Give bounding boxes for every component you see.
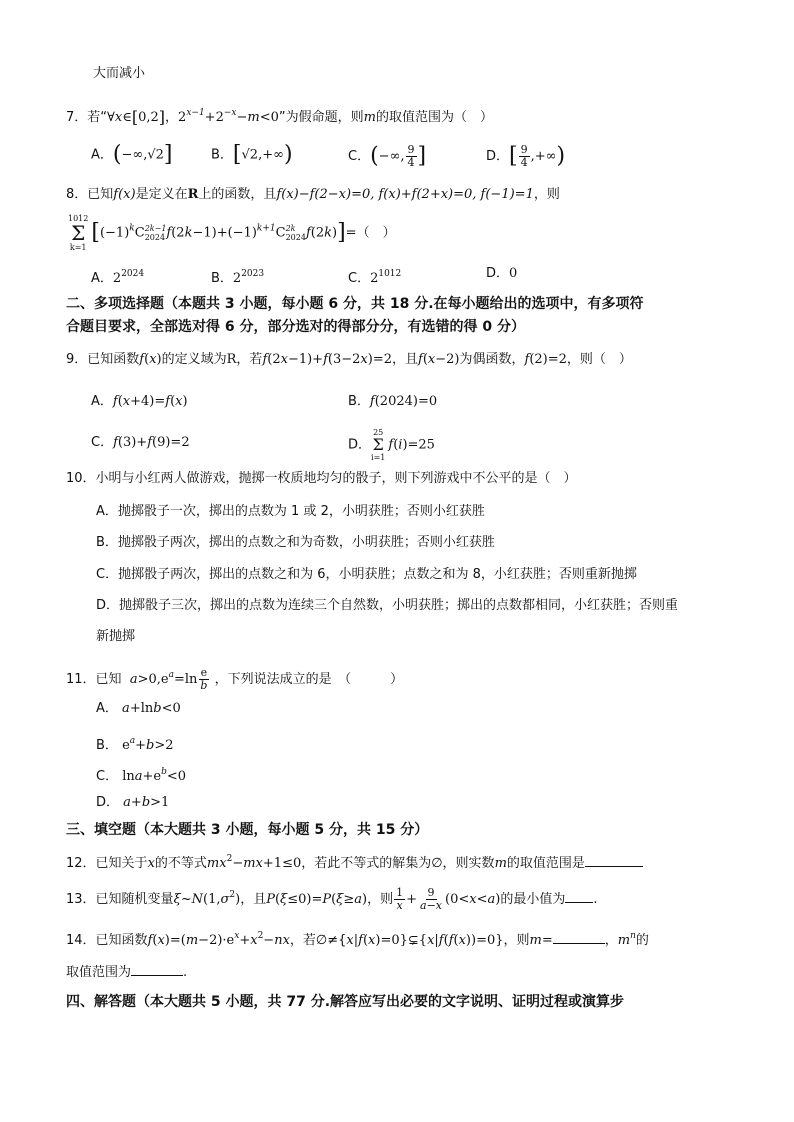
text-fragment: 大而减小 — [93, 66, 146, 81]
q7-options — [91, 142, 591, 168]
section-4-title: 四、解答题（本大题共 5 小题，共 77 分.解答应写出必要的文字说明、证明过程或演算步 — [66, 994, 625, 1010]
option-a[interactable]: A． a+lnb<0 — [96, 701, 181, 716]
option-a[interactable]: A．f(x+4)=f(x) — [91, 394, 188, 409]
math-quantifier: ∀x — [107, 110, 123, 125]
q8-options — [91, 265, 591, 285]
option-d-continued: 新抛掷 — [96, 629, 136, 644]
option-d[interactable]: D．[ $\frac{9}{4}$ ,+∞) — [486, 143, 566, 169]
answer-blank-range[interactable] — [131, 963, 183, 976]
condition-formula: f(x)−f(2−x)=0, f(x)+f(2+x)=0, f(−1)=1 — [276, 187, 534, 202]
option-d[interactable]: D． a+b>1 — [96, 795, 170, 810]
section-3-title: 三、填空题（本大题共 3 小题，每小题 5 分，共 15 分） — [66, 822, 429, 838]
question-stem: 的取值范围为（ ） — [375, 110, 493, 125]
answer-blank[interactable] — [585, 854, 643, 867]
question-11: 11．已知 $a>0,e^a=\ln$ $\frac{e}{b}$ ，下列说法成立的是 （ ） — [66, 666, 404, 692]
option-a[interactable]: A．抛掷骰子一次，掷出的点数为 1 或 2，小明获胜；否则小红获胜 — [96, 504, 485, 519]
question-number: 11． — [66, 672, 96, 687]
question-stem: ”为假命题，则 — [278, 110, 364, 125]
option-d[interactable]: D．抛掷骰子三次，掷出的点数为连续三个自然数，小明获胜；掷出的点数都相同，小红获胜；否则重 — [96, 598, 679, 613]
option-d[interactable]: D． 25 Σ i=1 f(i)=25 — [348, 428, 435, 462]
option-b[interactable]: B．f(2024)=0 — [348, 394, 438, 409]
option-c[interactable]: C．抛掷骰子两次，掷出的点数之和为 6，小明获胜；点数之和为 8，小红获胜；否则重新抛掷 — [96, 567, 637, 582]
option-b[interactable]: B．抛掷骰子两次，掷出的点数之和为奇数，小明获胜；否则小红获胜 — [96, 535, 495, 550]
option-a[interactable]: A．$2^{2024}$ — [91, 269, 145, 286]
option-b[interactable]: B．[√2,+∞) — [211, 142, 293, 167]
question-14-cont: 取值范围为 . — [66, 965, 188, 980]
option-c[interactable]: C．f(3)+f(9)=2 — [91, 435, 190, 450]
question-number: 13． — [66, 892, 96, 907]
question-number: 8． — [66, 187, 88, 202]
variable: m — [363, 110, 376, 125]
option-d[interactable]: D．0 — [486, 266, 518, 281]
question-number: 10． — [66, 471, 96, 486]
option-c[interactable]: C．(−∞, $\frac{9}{4}$ ] — [348, 143, 427, 169]
question-10: 10．小明与小红两人做游戏，抛掷一枚质地均匀的骰子，则下列游戏中不公平的是（ ） — [66, 471, 577, 486]
question-12: 12．已知关于x的不等式$mx^2-mx+1\le 0$，若此不等式的解集为∅，则实数m的取值范围是 — [66, 850, 643, 873]
q8-sum-expression: 1012 Σ k=1 [$(-1)^kC$ 2k−1 2024 $f(2k-1)+(-1)^{k+1}C$ 2k 2024 f(2k)]=（ ） — [68, 214, 396, 252]
answer-blank[interactable] — [565, 890, 593, 903]
question-number: 12． — [66, 856, 96, 871]
option-b[interactable]: B．$2^{2023}$ — [211, 269, 265, 286]
question-14: 14．已知函数$f(x)=(m-2)\cdot e^x+x^2-nx$，若∅≠{x|f(x)=0}⊊{x|f(f(x))=0}，则m= ，$m^n$的 — [66, 931, 649, 948]
section-2-title-cont: 合题目要求，全部选对得 6 分，部分选对的得部分分，有选错的得 0 分） — [66, 319, 525, 335]
option-c[interactable]: C． $\ln a+e^b<0$ — [96, 767, 187, 784]
option-b[interactable]: B． $e^a+b>2$ — [96, 736, 174, 753]
question-stem: 若“ — [87, 110, 108, 125]
question-number: 7． — [66, 110, 88, 125]
question-9: 9．已知函数f(x)的定义域为R，若f(2x−1)+f(3−2x)=2，且f(x−2)为偶函数，f(2)=2，则（ ） — [66, 352, 632, 367]
option-c[interactable]: C．$2^{1012}$ — [348, 269, 402, 286]
question-13: 13．已知随机变量$\xi\sim N(1,\sigma^2)$，且P(ξ≤0)=P(ξ≥a)，则 $\frac{1}{x}$ + $\frac{9}{a-x}$ (0<x<a)的最小值为 . — [66, 886, 598, 912]
question-8: 8．已知f(x)是定义在R上的函数，且f(x)−f(2−x)=0, f(x)+f(2+x)=0, f(−1)=1，则 — [66, 187, 560, 202]
question-number: 9． — [66, 352, 88, 367]
answer-blank-m[interactable] — [553, 931, 605, 944]
section-2-title: 二、多项选择题（本题共 3 小题，每小题 6 分，共 18 分.在每小题给出的选项中，有多项符 — [66, 296, 644, 312]
option-a[interactable]: A．(−∞,√2] — [91, 142, 173, 167]
question-7: 7．若“∀x∈[0,2]，$2^{x-1}+2^{-x}-m<0$”为假命题，则m的取值范围为（ ） — [66, 107, 493, 127]
question-number: 14． — [66, 933, 96, 948]
